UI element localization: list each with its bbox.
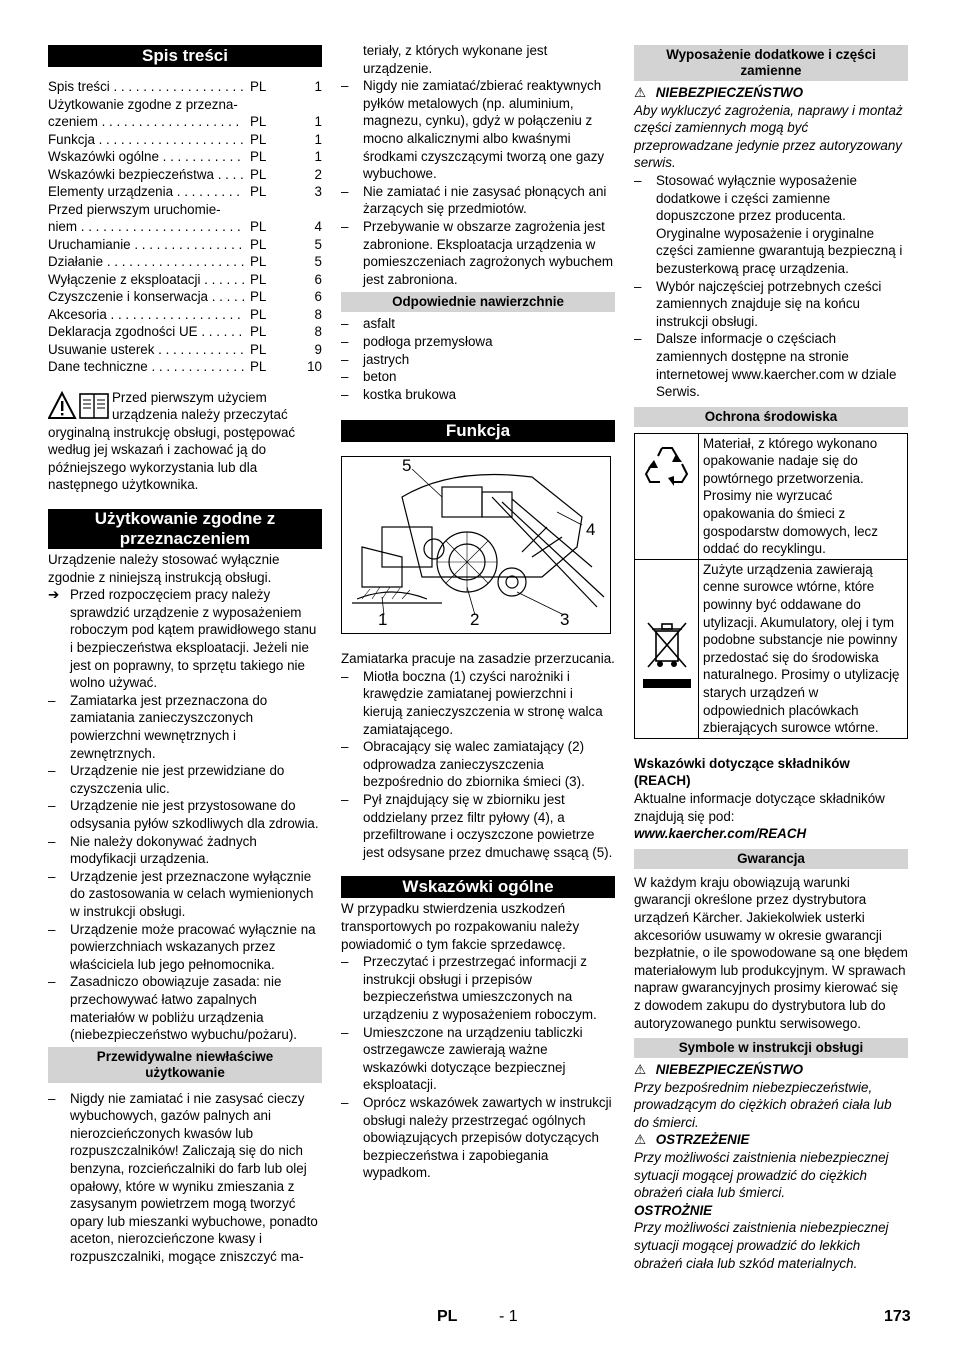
toc-entry-page: 10 xyxy=(307,359,322,374)
toc-entry-title: Czyszczenie i konserwacja . . . xyxy=(48,288,244,306)
misuse-continuation-text: teriały, z których wykonane jest urządzenie. xyxy=(363,43,548,76)
toc-entry-title: Działanie . . . xyxy=(48,253,244,271)
toc-entry[interactable] xyxy=(48,236,322,254)
list-item: – Urządzenie jest przeznaczone wyłącznie do zastosowania w celach wymienionych w instrukcji obsługi. xyxy=(48,868,322,921)
figure-label-4: 4 xyxy=(586,520,596,540)
list-item: – Dalsze informacje o częściach zamiennych dostępne na stronie internetowej www.kaercher.com w dziale Serwis. xyxy=(634,330,908,400)
toc-entry-title: Uruchamianie . . . xyxy=(48,236,244,254)
toc-entry-page: 2 xyxy=(314,166,322,182)
figure-label-3: 3 xyxy=(560,610,570,630)
warranty-heading: Gwarancja xyxy=(634,849,908,869)
toc-entry-lang: PL xyxy=(244,306,296,324)
crossed-bin-icon xyxy=(635,560,699,738)
toc-entry-page: 1 xyxy=(314,79,322,94)
reach-text: Aktualne informacje dotyczące składników znajdują się pod: xyxy=(634,790,885,824)
warning-book-icon xyxy=(48,391,112,421)
environment-table xyxy=(634,433,908,739)
toc-entry-lang: PL xyxy=(244,131,296,149)
toc-entry-lang: PL xyxy=(244,236,296,254)
toc-heading: Spis treści xyxy=(48,45,322,67)
toc-entry[interactable] xyxy=(48,148,322,166)
list-item: – Nie należy dokonywać żadnych modyfikacji urządzenia. xyxy=(48,833,322,868)
toc-entry-lang: PL xyxy=(244,166,296,184)
figure-label-1: 1 xyxy=(378,610,388,630)
toc-entry[interactable] xyxy=(48,131,322,149)
list-item: – Zasadniczo obowiązuje zasada: nie przechowywać łatwo zapalnych materiałów w pobliżu urządzenia (niebezpieczeństwo wybuchu/pożaru). xyxy=(48,973,322,1043)
toc-entry[interactable] xyxy=(48,78,322,96)
toc-entry-title: Elementy urządzenia . . . xyxy=(48,183,244,201)
toc-entry-title: Dane techniczne . . . xyxy=(48,358,244,376)
symbols-heading: Symbole w instrukcji obsługi xyxy=(634,1038,908,1058)
list-item: – Wybór najczęściej potrzebnych cześci zamiennych znajduje się na końcu instrukcji obsługi. xyxy=(634,278,908,331)
intended-use-lead: Urządzenie należy stosować wyłącznie zgodnie z niniejszą instrukcją obsługi. xyxy=(48,552,280,585)
toc-entry[interactable] xyxy=(48,323,322,341)
list-item: – beton xyxy=(341,368,615,386)
figure-label-5: 5 xyxy=(402,456,412,476)
toc-entry-page: 3 xyxy=(314,184,322,199)
accessories-heading: Wyposażenie dodatkowe i części zamienne xyxy=(634,45,908,81)
environment-row-recycle xyxy=(635,434,907,559)
toc-entry-page: 1 xyxy=(314,131,322,147)
toc-entry[interactable] xyxy=(48,113,322,131)
list-item: – Miotła boczna (1) czyści narożniki i krawędzie zamiatanej powierzchni i kierują zanieczyszczenia w stronę walca zamiatającego. xyxy=(341,668,615,738)
symbol-warning xyxy=(634,1131,908,1149)
toc-entry-lang: PL xyxy=(244,358,296,376)
toc-entry-lang: PL xyxy=(244,253,296,271)
symbol-danger-text: Przy bezpośrednim niebezpieczeństwie, prowadzącym do ciężkich obrażeń ciała lub do śmierci. xyxy=(634,1079,892,1130)
toc-entry[interactable] xyxy=(48,358,322,376)
toc-entry-page: 1 xyxy=(314,149,322,164)
surfaces-list xyxy=(341,315,615,403)
list-item: – jastrych xyxy=(341,351,615,369)
general-lead: W przypadku stwierdzenia uszkodzeń transportowych po rozpakowaniu należy powiadomić o tym fakcie sprzedawcę. xyxy=(341,901,580,952)
toc-entry[interactable] xyxy=(48,341,322,359)
toc-entry-lang: PL xyxy=(244,271,296,289)
column-middle xyxy=(341,42,615,1182)
list-item: – Przebywanie w obszarze zagrożenia jest zabronione. Eksploatacja urządzenia w pomieszczeniach zagrożonych wybuchem jest zabroniona. xyxy=(341,218,615,288)
list-item: – asfalt xyxy=(341,315,615,333)
environment-heading: Ochrona środowiska xyxy=(634,407,908,427)
list-item: – Oprócz wskazówek zawartych w instrukcji obsługi należy przestrzegać ogólnych obowiązujących przepisów dotyczących bezpieczeństwa i zapobiegania wypadkom. xyxy=(341,1094,615,1182)
warning-triangle-icon: ⚠ xyxy=(634,85,647,100)
list-item: – Obracający się walec zamiatający (2) odprowadza zanieczyszczenia bezpośrednio do zbiornika śmieci (3). xyxy=(341,738,615,791)
list-item: – Nigdy nie zamiatać i nie zasysać cieczy wybuchowych, gazów palnych ani nierozcieńczonych kwasów lub rozpuszczalników! Zaliczają się do nich benzyna, rozcieńczalniki do farb lub olej opałowy, które w wyniku zmieszania z zasysanym powietrzem mogą tworzyć opary lub mieszanki wybuchowe, ponadto aceton, nierozcieńczone kwasy i rozpuszczalniki, mogące zniszczyć ma- xyxy=(48,1090,322,1266)
intended-use-heading: Użytkowanie zgodne z przeznaczeniem xyxy=(48,509,322,549)
footer-language: PL xyxy=(437,1308,458,1325)
intro-note xyxy=(48,389,322,495)
toc-entry-lang: PL xyxy=(244,183,296,201)
weee-bar xyxy=(643,679,691,688)
general-heading: Wskazówki ogólne xyxy=(341,876,615,898)
list-item: – Umieszczone na urządzeniu tabliczki ostrzegawcze zawierają ważne wskazówki dotyczące bezpiecznej eksploatacji. xyxy=(341,1024,615,1094)
toc-entry-title: Wyłączenie z eksploatacji . . . xyxy=(48,271,244,289)
toc-entry[interactable] xyxy=(48,253,322,271)
list-item: – podłoga przemysłowa xyxy=(341,333,615,351)
recycle-icon xyxy=(635,434,699,559)
environment-row-weee xyxy=(635,559,907,738)
misuse-list xyxy=(48,1090,322,1266)
toc-list xyxy=(48,78,322,376)
toc-entry[interactable] xyxy=(48,271,322,289)
intended-use-check-text: Przed rozpoczęciem pracy należy sprawdzić urządzenie z wyposażeniem roboczym pod kątem prawidłowego stanu i bezpieczeństwa eksploatacji. Jeżeli nie jest on poprawny, to sprzętu takiego nie wolno używać. xyxy=(70,587,317,691)
toc-entry-page: 5 xyxy=(314,254,322,269)
list-item: – Stosować wyłącznie wyposażenie dodatkowe i części zamienne dopuszczone przez producenta. Oryginalne wyposażenie i oryginalne części zamienne gwarantują bezpieczną i bezusterkową pracę urządzenia. xyxy=(634,172,908,278)
toc-entry[interactable] xyxy=(48,288,322,306)
toc-entry[interactable] xyxy=(48,306,322,324)
reach-url[interactable]: www.kaercher.com/REACH xyxy=(634,826,807,842)
footer-page: - 1 xyxy=(499,1308,518,1325)
toc-entry[interactable] xyxy=(48,183,322,201)
general-list xyxy=(341,953,615,1182)
footer-page-total: 173 xyxy=(884,1308,911,1325)
function-heading: Funkcja xyxy=(341,420,615,442)
toc-entry-lang: PL xyxy=(244,288,296,306)
list-item: – Nigdy nie zamiatać/zbierać reaktywnych pyłków metalowych (np. aluminium, magnezu, cynku), gdyż w połączeniu z mocno alkalicznymi albo kwaśnymi środkami czyszczącymi tworzą one gazy wybuchowe. xyxy=(341,77,615,183)
environment-row-recycle-text: Materiał, z którego wykonano opakowanie nadaje się do powtórnego przetworzenia. Prosimy nie wyrzucać opakowania do śmieci z gospodarstw domowych, lecz oddać do recyklingu. xyxy=(703,435,878,557)
list-item: – Urządzenie nie jest przewidziane do czyszczenia ulic. xyxy=(48,762,322,797)
toc-entry-page: 5 xyxy=(314,236,322,252)
list-item: – Urządzenie nie jest przystosowane do odsysania pyłów szkodliwych dla zdrowia. xyxy=(48,797,322,832)
toc-entry-line: Użytkowanie zgodne z przezna- xyxy=(48,96,238,112)
symbol-warning-text: Przy możliwości zaistnienia niebezpiecznej sytuacji mogącej prowadzić do ciężkich obrażeń ciała lub śmierci. xyxy=(634,1150,889,1201)
toc-entry-page: 8 xyxy=(314,324,322,339)
toc-entry-lang: PL xyxy=(244,341,296,359)
warning-label: OSTRZEŻENIE xyxy=(655,1132,750,1148)
toc-entry[interactable] xyxy=(48,166,322,184)
misuse-list-continued xyxy=(341,77,615,288)
misuse-heading: Przewidywalne niewłaściwe użytkowanie xyxy=(48,1047,322,1083)
function-list xyxy=(341,668,615,862)
symbol-caution-text: Przy możliwości zaistnienia niebezpiecznej sytuacji mogącej prowadzić do lekkich obrażeń ciała lub szkód materialnych. xyxy=(634,1220,889,1271)
arrow-right-icon: ➔ xyxy=(48,587,60,603)
list-item: – Urządzenie może pracować wyłącznie na powierzchniach wskazanych przez właściciela lub jego pełnomocnika. xyxy=(48,921,322,974)
toc-entry-page: 9 xyxy=(314,341,322,357)
figure-label-2: 2 xyxy=(470,610,480,630)
toc-entry-title: Usuwanie usterek . . . xyxy=(48,341,244,359)
reach-heading: Wskazówki dotyczące składników (REACH) xyxy=(634,755,850,789)
toc-entry-title: Akcesoria . . . xyxy=(48,306,244,324)
toc-entry-lang: PL xyxy=(244,218,296,236)
function-lead: Zamiatarka pracuje na zasadzie przerzucania. xyxy=(341,651,615,667)
toc-entry-page: 6 xyxy=(314,289,322,304)
danger-label: NIEBEZPIECZEŃSTWO xyxy=(655,85,804,100)
list-item: – kostka brukowa xyxy=(341,386,615,404)
column-right xyxy=(634,45,908,1272)
misuse-continuation xyxy=(341,42,615,77)
accessories-danger-text: Aby wykluczyć zagrożenia, naprawy i montaż części zamiennych mogą być przeprowadzane jedynie przez autoryzowany serwis. xyxy=(634,102,903,171)
surfaces-heading: Odpowiednie nawierzchnie xyxy=(341,292,615,312)
toc-entry-line: Przed pierwszym uruchomie- xyxy=(48,201,221,217)
warning-triangle-icon: ⚠ xyxy=(634,1062,647,1078)
danger-label: NIEBEZPIECZEŃSTWO xyxy=(655,1062,804,1078)
accessories-list xyxy=(634,172,908,401)
list-item: – Nie zamiatać i nie zasysać płonących ani żarzących się przedmiotów. xyxy=(341,183,615,218)
accessories-danger xyxy=(634,84,908,102)
warranty-text: W każdym kraju obowiązują warunki gwarancji określone przez dystrybutora urządzeń Kärcher. Jakiekolwiek usterki akcesoriów usuwamy w okresie gwarancji bezpłatnie, o ile spowodowane są one błędem materiałowym lub produkcyjnym. W sprawach napraw gwarancyjnych prosimy kierować się z dowodem zakupu do dystrybutora lub do autoryzowanego punktu serwisowego. xyxy=(634,874,908,1031)
toc-entry-page: 4 xyxy=(314,219,322,234)
intended-use-list xyxy=(48,692,322,1044)
toc-entry-title: Wskazówki bezpieczeństwa . . . xyxy=(48,166,244,184)
list-item: – Pył znajdujący się w zbiorniku jest oddzielany przez filtr pyłowy (4), a przefiltrowane i oczyszczone powietrze jest odsysane przez dmuchawę ssącą (5). xyxy=(341,791,615,861)
warning-triangle-icon: ⚠ xyxy=(634,1132,647,1148)
toc-entry-title: czeniem . . . xyxy=(48,113,244,131)
symbol-danger xyxy=(634,1061,908,1079)
toc-entry-title: Spis treści . . . xyxy=(48,78,244,96)
toc-entry[interactable] xyxy=(48,218,322,236)
toc-entry-lang: PL xyxy=(244,78,296,96)
list-item: – Przeczytać i przestrzegać informacji z instrukcji obsługi i przepisów bezpieczeństwa umieszczonych na urządzeniu z wyposażeniem roboczym. xyxy=(341,953,615,1023)
toc-entry-lang: PL xyxy=(244,323,296,341)
caution-label: OSTROŻNIE xyxy=(634,1202,713,1218)
toc-entry-title: niem . . . xyxy=(48,218,244,236)
toc-entry-page: 6 xyxy=(314,271,322,287)
intended-use-check xyxy=(48,586,322,692)
sweeper-figure xyxy=(341,456,611,634)
sweeper-drawing xyxy=(342,457,610,633)
toc-entry-page: 8 xyxy=(314,306,322,322)
toc-entry-title: Wskazówki ogólne . . . xyxy=(48,148,244,166)
toc-entry-title: Funkcja . . . xyxy=(48,131,244,149)
toc-entry-lang: PL xyxy=(244,113,296,131)
toc-entry-page: 1 xyxy=(314,114,322,129)
column-left xyxy=(48,45,322,1266)
intro-note-text: Przed pierwszym użyciem urządzenia należy przeczytać oryginalną instrukcję obsługi, postępować według jej wskazań i zachować ją do późniejszego wykorzystania lub dla następnego użytkownika. xyxy=(48,389,296,493)
list-item: – Zamiatarka jest przeznaczona do zamiatania zanieczyszczonych powierzchni wewnętrznych i zewnętrznych. xyxy=(48,692,322,762)
toc-entry-title: Deklaracja zgodności UE . . . xyxy=(48,323,244,341)
environment-row-weee-text: Zużyte urządzenia zawierają cenne surowce wtórne, które powinny być oddawane do utylizacji. Akumulatory, olej i tym podobne substancje nie powinny przedostać się do środowiska naturalnego. Prosimy o utylizację starych urządzeń w odpowiednich placówkach zbierających surowce wtórne. xyxy=(703,561,900,736)
toc-entry-lang: PL xyxy=(244,148,296,166)
